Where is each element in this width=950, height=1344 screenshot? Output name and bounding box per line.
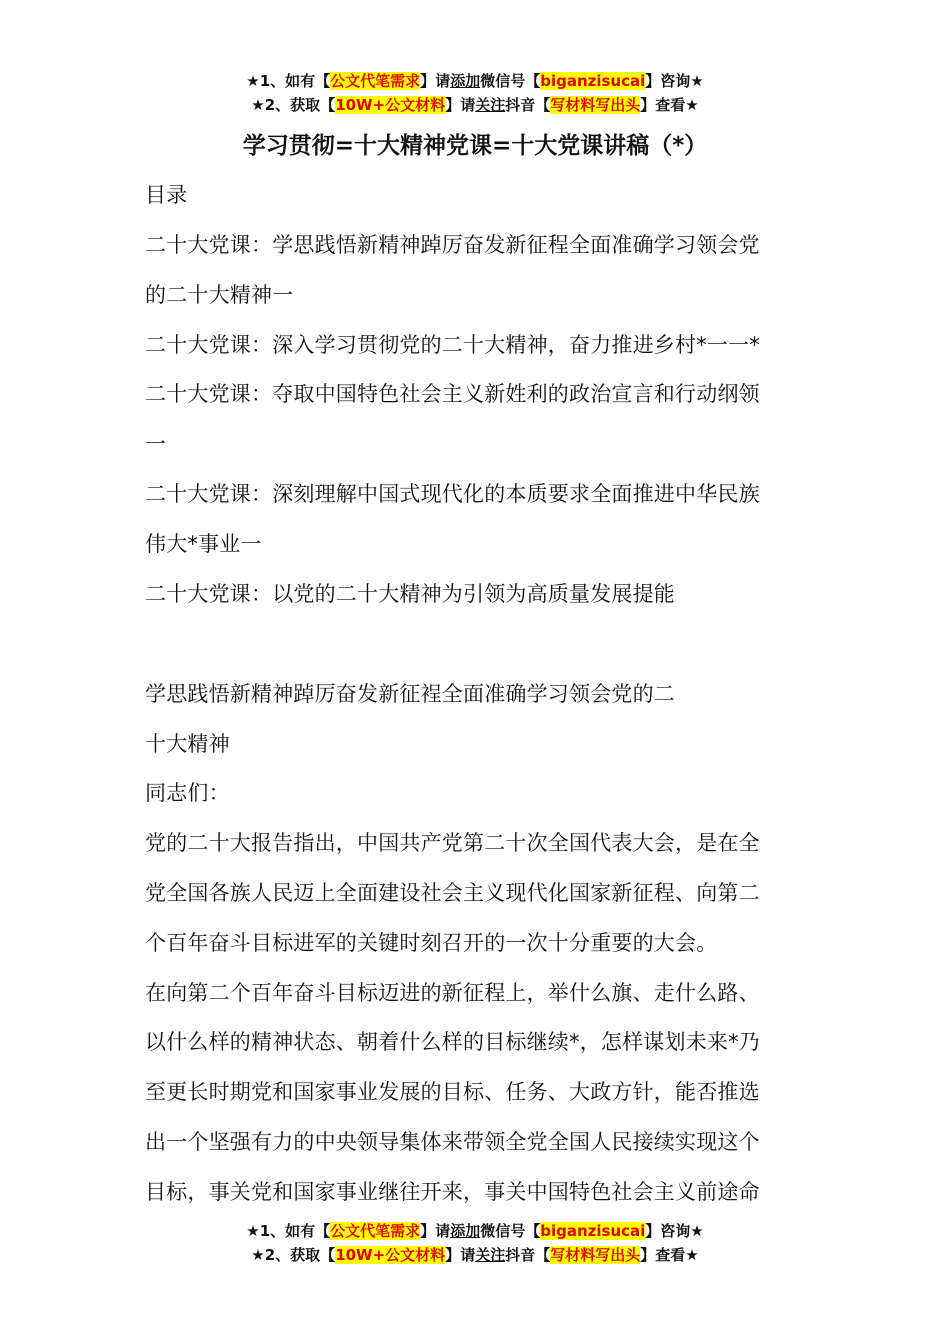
promo-text: 】查看★ [640, 1246, 699, 1264]
paragraph-line: 以什么样的精神状态、朝着什么样的目标继续*，怎样谋划未来*乃 [145, 1030, 760, 1054]
promo-text: ★1、如有【 [246, 72, 331, 90]
paragraph-line: 个百年奋斗目标进军的关键时刻召开的一次十分重要的大会。 [145, 931, 718, 955]
promo-highlight: 公文代笔需求 [330, 72, 421, 90]
toc-entry-2: 二十大党课：深入学习贯彻党的二十大精神，奋力推进乡村*一一* [145, 333, 760, 357]
promo-douyin-name: 写材料写出头 [550, 96, 641, 114]
promo-text: 】请 [420, 1222, 451, 1240]
toc-entry-3: 二十大党课：夺取中国特色社会主义新姓利的政治宣言和行动纲领 [145, 382, 760, 406]
promo-text: 】请 [445, 96, 476, 114]
toc-entry-4: 二十大党课：深刻理解中国式现代化的本质要求全面推进中华民族 [145, 482, 760, 506]
promo-text: ★2、获取【 [251, 1246, 336, 1264]
promo-text: 】查看★ [640, 96, 699, 114]
header-promo-line-1 [0, 71, 950, 91]
promo-text: 微信号【 [480, 1222, 541, 1240]
toc-entry-5: 二十大党课：以党的二十大精神为引领为高质量发展提能 [145, 582, 675, 606]
toc-entry-4-cont: 伟大*事业一 [145, 532, 262, 556]
toc-heading: 目录 [145, 183, 188, 207]
paragraph-line: 至更长时期党和国家事业发展的目标、任务、大政方针，能否推选 [145, 1080, 760, 1104]
promo-wechat-id: biganzisucai [540, 1222, 646, 1240]
toc-entry-3-cont: 一 [145, 432, 167, 456]
promo-text: 】请 [445, 1246, 476, 1264]
promo-text: 微信号【 [480, 72, 541, 90]
promo-text: ★2、获取【 [251, 96, 336, 114]
promo-text: 】咨询★ [645, 72, 704, 90]
salutation: 同志们： [145, 781, 230, 805]
promo-highlight: 公文代笔需求 [330, 1222, 421, 1240]
toc-entry-1-cont: 的二十大精神一 [145, 283, 294, 307]
promo-highlight: 10W+公文材料 [335, 96, 446, 114]
promo-underline: 关注 [475, 96, 506, 114]
promo-wechat-id: biganzisucai [540, 72, 646, 90]
footer-promo-line-1 [0, 1221, 950, 1241]
toc-entry-1: 二十大党课：学思践悟新精神踔厉奋发新征程全面准确学习领会党 [145, 233, 760, 257]
footer-promo-line-2 [0, 1245, 950, 1265]
promo-text: 抖音【 [505, 96, 551, 114]
promo-underline: 添加 [450, 72, 481, 90]
paragraph-line: 出一个坚强有力的中央领导集体来带领全党全国人民接续实现这个 [145, 1130, 760, 1154]
paragraph-line: 党全国各族人民迈上全面建设社会主义现代化国家新征程、向第二 [145, 881, 760, 905]
header-promo-line-2 [0, 95, 950, 115]
document-title: 学习贯彻=十大精神党课=十大党课讲稿（*） [242, 133, 708, 159]
paragraph-line: 在向第二个百年奋斗目标迈进的新征程上，举什么旗、走什么路、 [145, 981, 760, 1005]
section-heading-cont: 十大精神 [145, 732, 230, 756]
promo-douyin-name: 写材料写出头 [550, 1246, 641, 1264]
paragraph-line: 目标，事关党和国家事业继往开来，事关中国特色社会主义前途命 [145, 1180, 760, 1204]
promo-text: 抖音【 [505, 1246, 551, 1264]
promo-text: 】请 [420, 72, 451, 90]
section-heading: 学思践悟新精神踔厉奋发新征裎全面准确学习领会党的二 [145, 682, 675, 706]
promo-text: 】咨询★ [645, 1222, 704, 1240]
promo-underline: 添加 [450, 1222, 481, 1240]
promo-highlight: 10W+公文材料 [335, 1246, 446, 1264]
paragraph-line: 党的二十大报告指出，中国共产党第二十次全国代表大会，是在全 [145, 831, 760, 855]
promo-text: ★1、如有【 [246, 1222, 331, 1240]
promo-underline: 关注 [475, 1246, 506, 1264]
